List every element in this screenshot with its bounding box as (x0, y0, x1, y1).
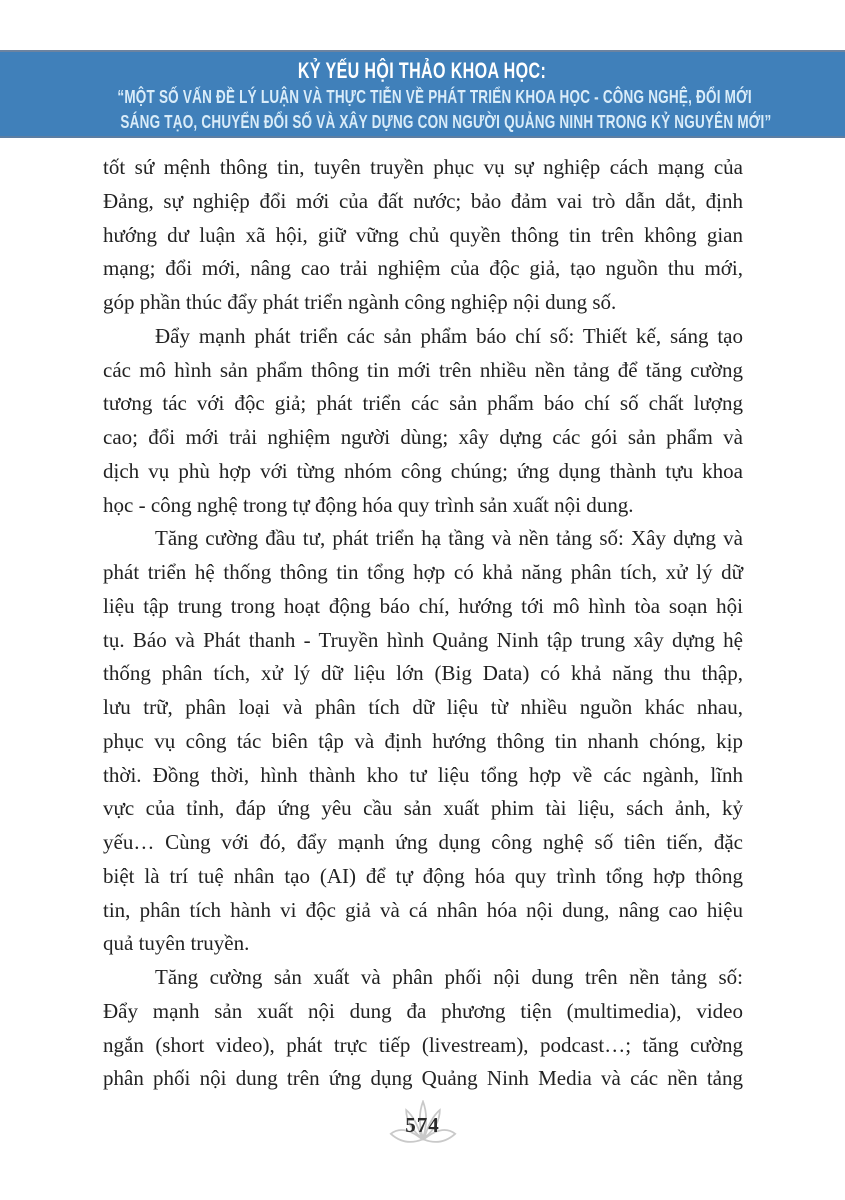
text-line: hướng dư luận xã hội, giữ vững chủ quyền thông tin trên không gian (103, 222, 743, 247)
proceedings-title (0, 57, 845, 85)
body-text (103, 151, 743, 1096)
text-line: vực của tỉnh, đáp ứng yêu cầu sản xuất phim tài liệu, sách ảnh, kỷ (103, 796, 743, 821)
text-line: ngắn (short video), phát trực tiếp (livestream), podcast…; tăng cường (103, 1032, 743, 1057)
text-line: phân phối nội dung trên ứng dụng Quảng Ninh Media và các nền tảng (103, 1066, 743, 1091)
conference-theme-line-2-text: SÁNG TẠO, CHUYỂN ĐỔI SỐ VÀ XÂY DỰNG CON NGƯỜI QUẢNG NINH TRONG KỶ NGUYÊN MỚI” (120, 110, 772, 132)
text-line: học - công nghệ trong tự động hóa quy trình sản xuất nội dung. (103, 492, 634, 517)
text-line: thời. Đồng thời, hình thành kho tư liệu tổng hợp về các ngành, lĩnh (103, 762, 743, 787)
text-line: phát triển hệ thống thông tin tổng hợp có khả năng phân tích, xử lý dữ (103, 560, 743, 584)
text-line: tụ. Báo và Phát thanh - Truyền hình Quảng Ninh tập trung xây dựng hệ (103, 627, 743, 652)
text-line: quả tuyên truyền. (103, 931, 250, 956)
conference-theme-line-1-text: “MỘT SỐ VẤN ĐỀ LÝ LUẬN VÀ THỰC TIỄN VỀ PHÁT TRIỂN KHOA HỌC - CÔNG NGHỆ, ĐỔI MỚI (117, 86, 752, 107)
conference-theme-line-2 (0, 110, 845, 135)
text-line: Đảng, sự nghiệp đổi mới của đất nước; bảo đảm vai trò dẫn dắt, định (103, 188, 743, 213)
text-line: các mô hình sản phẩm thông tin mới trên nhiều nền tảng để tăng cường (103, 357, 743, 382)
text-line: Đẩy mạnh phát triển các sản phẩm báo chí số: Thiết kế, sáng tạo (155, 323, 743, 348)
text-line: dịch vụ phù hợp với từng nhóm công chúng; ứng dụng thành tựu khoa (103, 458, 743, 483)
text-line: liệu tập trung trong hoạt động báo chí, hướng tới mô hình tòa soạn hội (103, 593, 743, 618)
text-line: lưu trữ, phân loại và phân tích dữ liệu từ nhiều nguồn khác nhau, (103, 695, 743, 719)
header-banner (0, 50, 845, 138)
conference-theme-line-1 (0, 85, 845, 110)
page-number: 574 (405, 1113, 440, 1137)
text-line: tốt sứ mệnh thông tin, tuyên truyền phục vụ sự nghiệp cách mạng của (103, 155, 743, 179)
text-line: thống phân tích, xử lý dữ liệu lớn (Big Data) có khả năng thu thập, (103, 661, 743, 686)
text-line: Đẩy mạnh sản xuất nội dung đa phương tiện (multimedia), video (103, 998, 743, 1023)
proceedings-title-text: KỶ YẾU HỘI THẢO KHOA HỌC: (298, 58, 547, 83)
text-line: tin, phân tích hành vi độc giả và cá nhân hóa nội dung, nâng cao hiệu (103, 897, 743, 922)
page-number-ornament (368, 1096, 478, 1154)
text-line: yếu… Cùng với đó, đẩy mạnh ứng dụng công nghệ số tiên tiến, đặc (103, 830, 743, 854)
text-line: Tăng cường sản xuất và phân phối nội dung trên nền tảng số: (155, 965, 743, 989)
text-line: biệt là trí tuệ nhân tạo (AI) để tự động hóa quy trình tổng hợp thông (103, 863, 743, 888)
page-footer (0, 1096, 845, 1154)
text-line: Tăng cường đầu tư, phát triển hạ tầng và nền tảng số: Xây dựng và (155, 526, 743, 551)
text-line: mạng; đổi mới, nâng cao trải nghiệm của độc giả, tạo nguồn thu mới, (103, 256, 743, 281)
text-line: cao; đổi mới trải nghiệm người dùng; xây dựng các gói sản phẩm và (103, 425, 743, 449)
text-line: phục vụ công tác biên tập và định hướng thông tin nhanh chóng, kịp (103, 728, 743, 753)
text-line: tương tác với độc giả; phát triển các sản phẩm báo chí số chất lượng (103, 391, 743, 416)
text-line: góp phần thúc đẩy phát triển ngành công nghiệp nội dung số. (103, 290, 617, 314)
